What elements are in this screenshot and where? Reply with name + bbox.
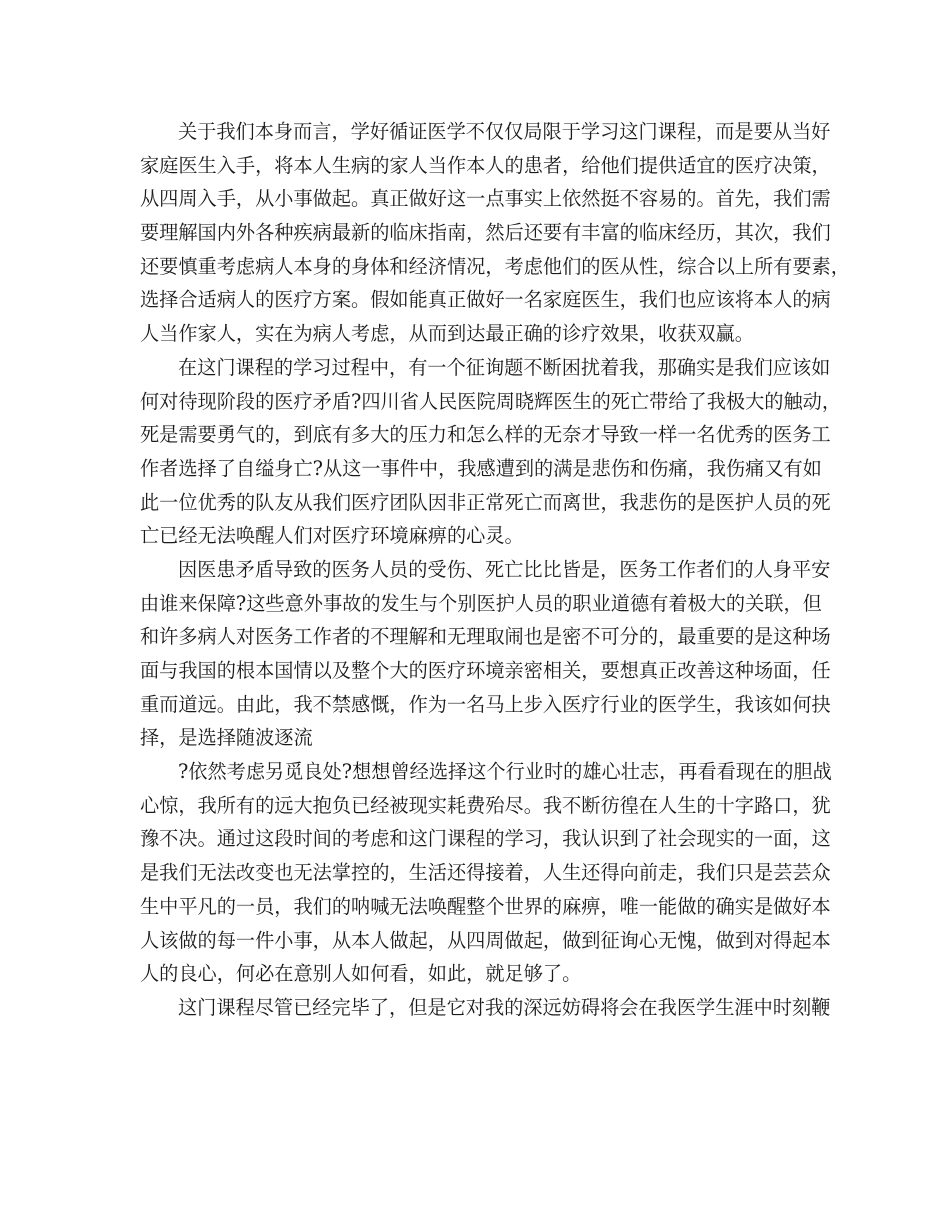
text-line: 人的良心，何必在意别人如何看，如此，就足够了。 xyxy=(140,962,582,986)
text-line: 豫不决。通过这段时间的考虑和这门课程的学习，我认识到了社会现实的一面，这 xyxy=(140,827,831,851)
text-line: 因医患矛盾导致的医务人员的受伤、死亡比比皆是，医务工作者们的人身平安 xyxy=(178,557,831,581)
text-line: 心惊，我所有的远大抱负已经被现实耗费殆尽。我不断彷徨在人生的十字路口，犹 xyxy=(140,793,831,817)
text-line: 生中平凡的一员，我们的呐喊无法唤醒整个世界的麻痹，唯一能做的确实是做好本 xyxy=(140,894,831,918)
essay-body xyxy=(140,115,850,1025)
text-line: 作者选择了自缢身亡?从这一事件中，我感遭到的满是悲伤和伤痛，我伤痛又有如 xyxy=(140,456,822,480)
text-line: 死是需要勇气的，到底有多大的压力和怎么样的无奈才导致一样一名优秀的医务工 xyxy=(140,423,831,447)
text-line: 面与我国的根本国情以及整个大的医疗环境亲密相关，要想真正改善这种场面，任 xyxy=(140,659,831,682)
text-line: 还要慎重考虑病人本身的身体和经济情况，考虑他们的医从性，综合以上所有要素， xyxy=(140,254,850,278)
text-line: 从四周入手，从小事做起。真正做好这一点事实上依然挺不容易的。首先，我们需 xyxy=(140,187,831,211)
text-line: 选择合适病人的医疗方案。假如能真正做好一名家庭医生，我们也应该将本人的病 xyxy=(140,288,831,312)
text-line: 人该做的每一件小事，从本人做起，从四周做起，做到征询心无愧，做到对得起本 xyxy=(140,928,831,952)
text-line: 是我们无法改变也无法掌控的，生活还得接着，人生还得向前走，我们只是芸芸众 xyxy=(140,861,831,885)
text-line: 此一位优秀的队友从我们医疗团队因非正常死亡而离世，我悲伤的是医护人员的死 xyxy=(140,490,831,514)
text-line: 和许多病人对医务工作者的不理解和无理取闹也是密不可分的，最重要的是这种场 xyxy=(140,625,831,649)
text-line: 在这门课程的学习过程中，有一个征询题不断困扰着我，那确实是我们应该如 xyxy=(178,355,831,379)
text-line: 关于我们本身而言，学好循证医学不仅仅局限于学习这门课程，而是要从当好 xyxy=(178,120,831,143)
text-line: 亡已经无法唤醒人们对医疗环境麻痹的心灵。 xyxy=(140,524,524,548)
text-line: 家庭医生入手，将本人生病的家人当作本人的患者，给他们提供适宜的医疗决策， xyxy=(140,153,831,177)
text-line: ?依然考虑另觅良处?想想曾经选择这个行业时的雄心壮志，再看看现在的胆战 xyxy=(178,760,832,784)
text-line: 这门课程尽管已经完毕了，但是它对我的深远妨碍将会在我医学生涯中时刻鞭 xyxy=(178,995,831,1019)
text-line: 由谁来保障?这些意外事故的发生与个别医护人员的职业道德有着极大的关联，但 xyxy=(140,591,822,615)
text-line: 人当作家人，实在为病人考虑，从而到达最正确的诊疗效果，收获双赢。 xyxy=(140,322,754,346)
text-line: 何对待现阶段的医疗矛盾?四川省人民医院周晓辉医生的死亡带给了我极大的触动， xyxy=(140,389,842,413)
text-line: 要理解国内外各种疾病最新的临床指南，然后还要有丰富的临床经历，其次，我们 xyxy=(140,221,831,245)
text-line: 择，是选择随波逐流 xyxy=(140,726,313,750)
text-line: 重而道远。由此，我不禁感慨，作为一名马上步入医疗行业的医学生，我该如何抉 xyxy=(140,692,831,716)
